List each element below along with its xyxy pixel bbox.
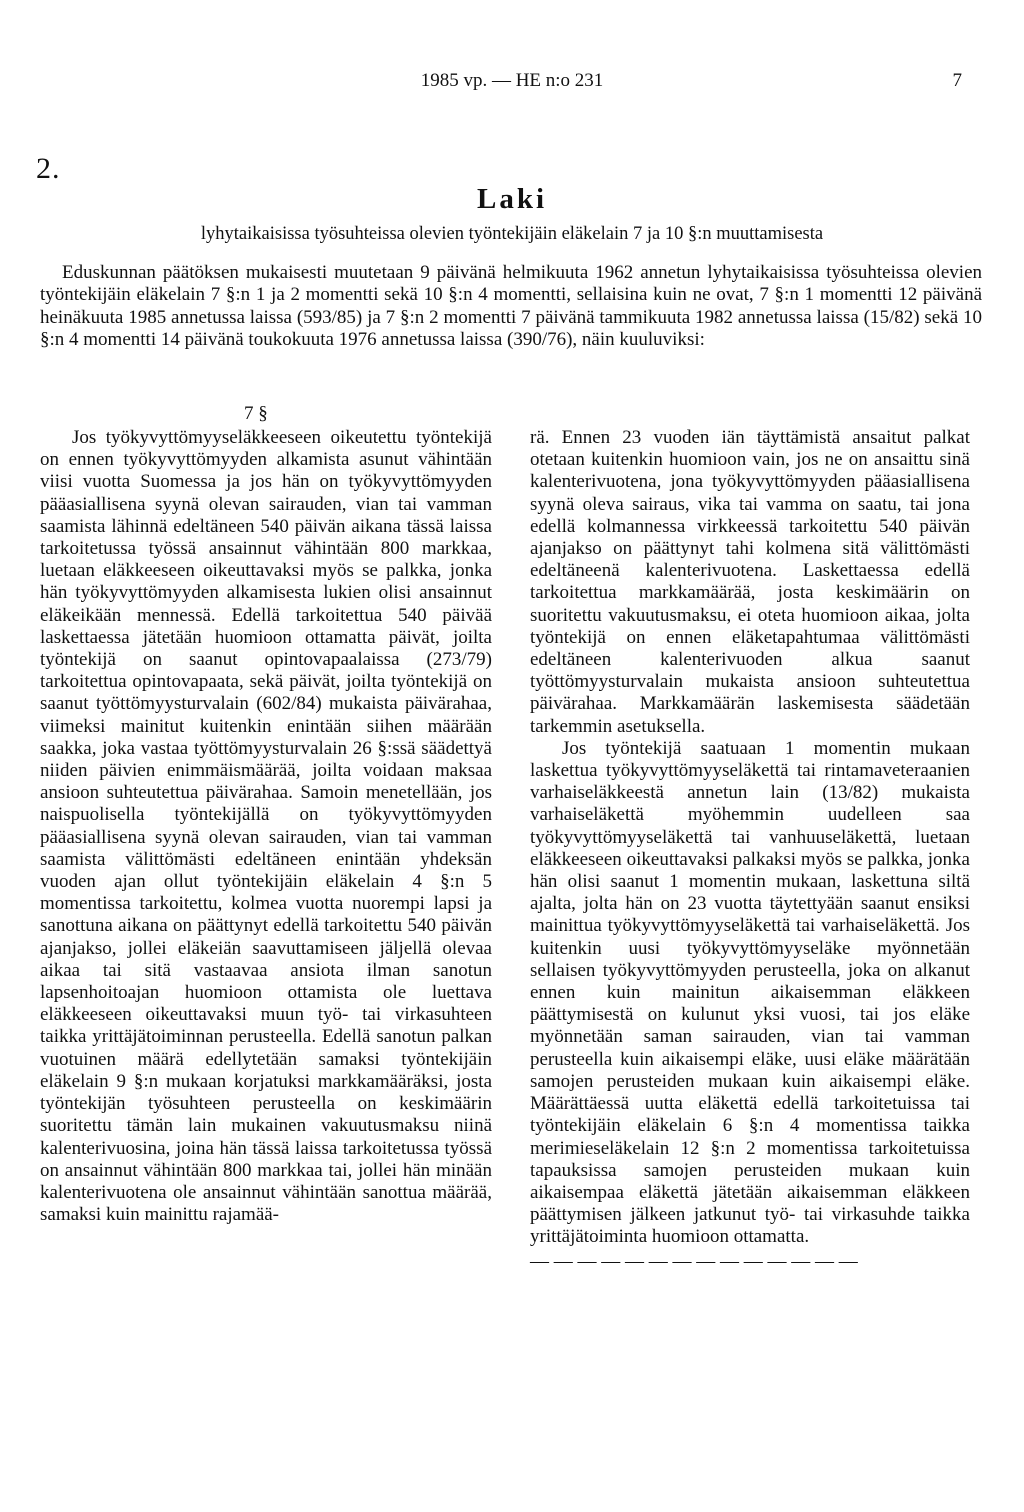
law-title: Laki — [476, 183, 548, 215]
right-column — [530, 427, 970, 1273]
section-heading: 7 § — [244, 403, 268, 424]
running-head — [0, 70, 1024, 98]
paragraph: Jos työkyvyttömyyseläkkeeseen oikeutettu työntekijä on ennen työkyvyttömyyden alkamista asunut vähintään viisi vuotta Suomessa ja jos hän on työkyvyttömyyden pääasiallisena syynä olevan sairauden, vian tai vamman saamista lähinnä edeltäneen 540 päivän aikana tässä laissa tarkoitetussa työssä ansainnut vähintään 800 markkaa, luetaan eläkkeeseen oikeuttavaksi myös se palkka, jonka hän työkyvyttömyyden alkamisesta lukien olisi ansainnut eläkeikään mennessä. Edellä tarkoitettua 540 päivää laskettaessa jätetään huomioon ottamatta päivät, joilta työntekijä on saanut opintovapaalaissa (273/79) tarkoitettua opintovapaata, sekä päivät, joilta työntekijä on saanut työttömyysturvalain (602/84) mukaista päivärahaa, viimeksi mainitut kuitenkin enintään siihen määrään saakka, joka vastaa työttömyysturvalain 26 §:ssä säädettyä niiden päivien enimmäismäärää, joilta voidaan maksaa ansioon suhteutettua päivärahaa. Samoin menetellään, jos naispuolisella työntekijällä on työkyvyttömyyden pääasiallisena syynä olevan sairauden, vian tai vamman saamista välittömästi edeltäneen enintään yhdeksän vuoden ajan ollut työntekijäin eläkelain 4 §:n 5 momentissa tarkoitettu, kolmea vuotta nuorempi lapsi ja sanottuna aikana on päättynyt edellä tarkoitettu 540 päivän ajanjakso, jollei eläkeiän saavuttamiseen jäljellä olevaa aikaa tai sitä vastaavaa ansiota ilman sanotun lapsenhoitoajan huomioon ottamista ole luettava eläkkeeseen oikeuttavaksi muun työ- tai virkasuhteen taikka yrittäjätoiminnan perusteella. Edellä sanotun palkan vuotuinen määrä edellytetään samaksi työntekijäin eläkelain 9 §:n mukaan korjatuksi markkamääräksi, josta työntekijän työsuhteen perusteella on keskimäärin suoritettu tämän lain mukainen vakuutusmaksu niinä kalenterivuosina, joina hän tässä laissa tarkoitetussa työssä on ansainnut vähintään 800 markkaa tai, jollei hän minään kalenterivuotena ole ansainnut vähintään sanottua määrää, samaksi kuin mainittu rajamää- — [40, 427, 492, 1226]
page-number: 7 — [952, 70, 962, 91]
running-head-title: 1985 vp. — HE n:o 231 — [420, 70, 604, 91]
end-rule: — — — — — — — — — — — — — — — [530, 1250, 858, 1272]
enactment-clause: Eduskunnan päätöksen mukaisesti muutetaan 9 päivänä helmikuuta 1962 annetun lyhytaikaisissa työsuhteissa olevien työntekijäin eläkelain 7 §:n 1 ja 2 momentti sekä 10 §:n 4 momentti, sellaisina kuin ne ovat, 7 §:n 1 momentti 12 päivänä heinäkuuta 1985 annetussa laissa (593/85) ja 7 §:n 2 momentti 7 päivänä tammikuuta 1982 annetussa laissa (15/82) sekä 10 §:n 4 momentti 14 päivänä toukokuuta 1976 annetussa laissa (390/76), näin kuuluviksi: — [40, 262, 982, 351]
document-number: 2. — [36, 152, 61, 185]
paragraph: Jos työntekijä saatuaan 1 momentin mukaan laskettua työkyvyttömyyseläkettä tai rintamaveteraanien varhaiseläkkeestä annetun lain (13/82) mukaista varhaiseläkettä myöhemmin uudelleen saa työkyvyttömyyseläkettä tai vanhuuseläkettä, luetaan eläkkeeseen oikeuttavaksi palkaksi myös se palkka, jonka hän olisi saanut 1 momentin mukaan, laskettuna siltä ajalta, jolta hän on 23 vuotta täytettyään saanut ensiksi mainittua työkyvyttömyyseläkettä tai varhaiseläkettä. Jos kuitenkin uusi työkyvyttömyyseläke myönnetään sellaisen työkyvyttömyyden perusteella, joka on alkanut ennen kuin mainitun aikaisemman eläkkeen päättymisestä on kulunut yksi vuosi, tai jos eläke myönnetään saman sairauden, vian tai vamman perusteella kuin aikaisempi eläke, uusi eläke määrätään samojen perusteiden mukaan kuin aikaisempi eläke. Määrättäessä uutta eläkettä edellä tarkoitetuissa tai työntekijäin eläkelain 6 §:n 4 momentissa taikka merimieseläkelain 12 §:n 2 momentissa tarkoitetuissa tapauksissa samojen perusteiden mukaan kuin aikaisempaa eläkettä jätetään aikaisemman eläkkeen päättymisen jälkeen jatkunut työ- tai virkasuhde taikka yrittäjätoiminta huomioon ottamatta. — [530, 737, 970, 1248]
left-column — [40, 427, 492, 1226]
law-subtitle: lyhytaikaisissa työsuhteissa olevien työntekijäin eläkelain 7 ja 10 §:n muuttamisesta — [200, 224, 824, 244]
paragraph: rä. Ennen 23 vuoden iän täyttämistä ansaitut palkat otetaan kuitenkin huomioon vain, jos ne on ansaittu sinä kalenterivuotena, jona työkyvyttömyyden pääasiallisena syynä oleva sairaus, vika tai vamma on saatu, tai jona edellä kolmannessa virkkeessä tarkoitettu 540 päivän ajanjakso on päättynyt tahi kolmena sitä välittömästi edeltäneenä kalenterivuotena. Laskettaessa edellä tarkoitettua markkamäärää, josta keskimäärin on suoritettu vakuutusmaksu, ei oteta huomioon aikaa, jolta työntekijä on ennen eläketapahtumaa välittömästi edeltäneen kalenterivuoden alkua saanut työttömyysturvalain mukaista ansioon suhteutettua päivärahaa. Markkamäärän laskemisesta säädetään tarkemmin asetuksella. — [530, 427, 970, 737]
